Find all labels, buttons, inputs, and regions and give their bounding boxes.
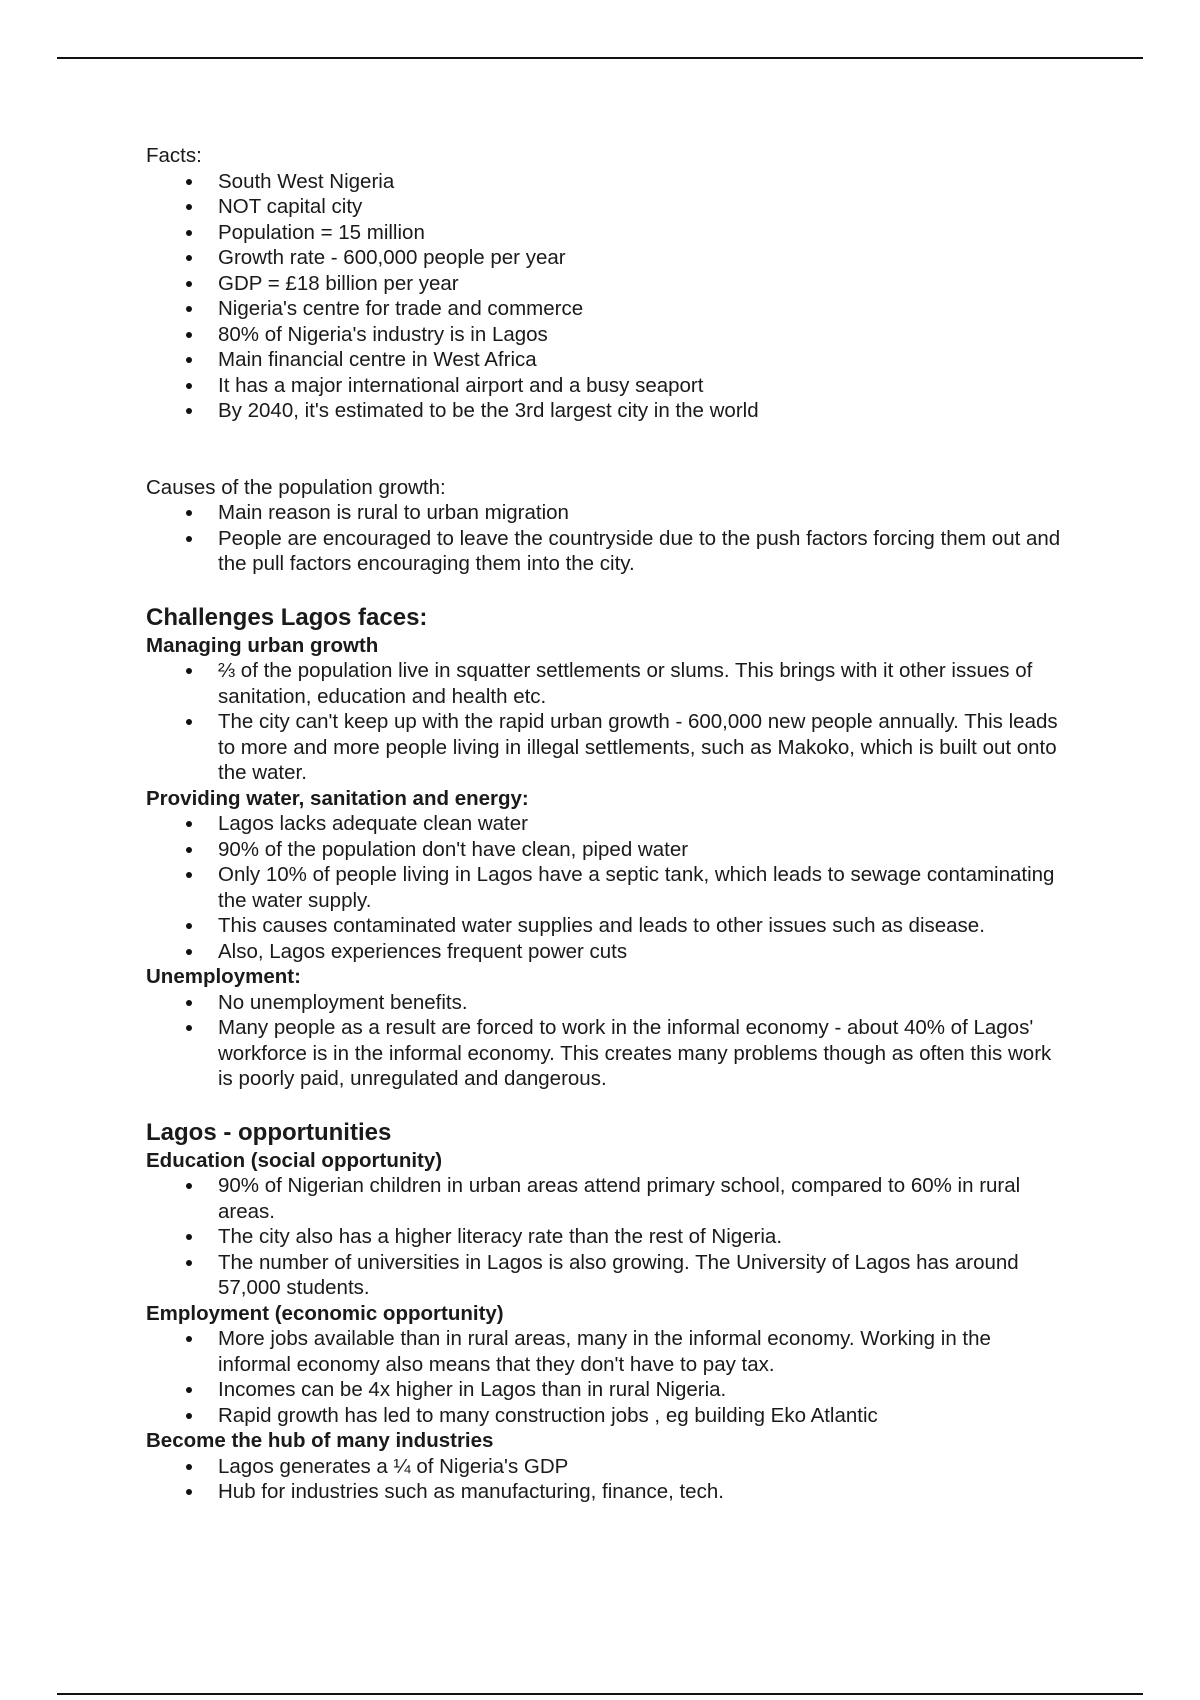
list-item: Only 10% of people living in Lagos have a septic tank, which leads to sewage contaminating the water supply. <box>146 862 1066 913</box>
list-item: Main reason is rural to urban migration <box>146 500 1066 526</box>
document-body <box>146 143 1066 1505</box>
list-item: 90% of Nigerian children in urban areas attend primary school, compared to 60% in rural areas. <box>146 1173 1066 1224</box>
header-rule <box>57 57 1143 59</box>
challenges-section-heading: Providing water, sanitation and energy: <box>146 786 529 810</box>
spacer <box>146 1092 1066 1118</box>
list-item: Population = 15 million <box>146 220 1066 246</box>
facts-list <box>146 169 1066 424</box>
list-item: Lagos lacks adequate clean water <box>146 811 1066 837</box>
list-item: Incomes can be 4x higher in Lagos than in rural Nigeria. <box>146 1377 1066 1403</box>
spacer <box>146 577 1066 603</box>
list-item: Growth rate - 600,000 people per year <box>146 245 1066 271</box>
list-item: South West Nigeria <box>146 169 1066 195</box>
list-item: More jobs available than in rural areas, many in the informal economy. Working in the informal economy also means that they don't have to pay tax. <box>146 1326 1066 1377</box>
list-item: Lagos generates a ¼ of Nigeria's GDP <box>146 1454 1066 1480</box>
challenges-title: Challenges Lagos faces: <box>146 603 428 631</box>
list-item: No unemployment benefits. <box>146 990 1066 1016</box>
challenges-section-heading: Managing urban growth <box>146 633 379 657</box>
spacer <box>146 424 1066 475</box>
causes-list <box>146 500 1066 577</box>
list-item: The city also has a higher literacy rate than the rest of Nigeria. <box>146 1224 1066 1250</box>
list-item: Nigeria's centre for trade and commerce <box>146 296 1066 322</box>
list-item: By 2040, it's estimated to be the 3rd largest city in the world <box>146 398 1066 424</box>
list-item: Main financial centre in West Africa <box>146 347 1066 373</box>
opportunities-section-list <box>146 1326 1066 1428</box>
list-item: NOT capital city <box>146 194 1066 220</box>
list-item: People are encouraged to leave the countryside due to the push factors forcing them out and the pull factors encouraging them into the city. <box>146 526 1066 577</box>
opportunities-section-heading: Education (social opportunity) <box>146 1148 443 1172</box>
opportunities-title: Lagos - opportunities <box>146 1118 392 1146</box>
challenges-section-list <box>146 990 1066 1092</box>
challenges-section-heading: Unemployment: <box>146 965 301 988</box>
opportunities-section-list <box>146 1173 1066 1301</box>
facts-label: Facts: <box>146 144 202 167</box>
list-item: GDP = £18 billion per year <box>146 271 1066 297</box>
list-item: The city can't keep up with the rapid urban growth - 600,000 new people annually. This leads to more and more people living in illegal settlements, such as Makoko, which is built out onto the water. <box>146 709 1066 786</box>
list-item: 80% of Nigeria's industry is in Lagos <box>146 322 1066 348</box>
list-item: The number of universities in Lagos is also growing. The University of Lagos has around 57,000 students. <box>146 1250 1066 1301</box>
opportunities-section-heading: Employment (economic opportunity) <box>146 1301 504 1325</box>
opportunities-section-list <box>146 1454 1066 1505</box>
list-item: Many people as a result are forced to work in the informal economy - about 40% of Lagos' workforce is in the informal economy. This creates many problems though as often this work is poorly paid, unregulated and dangerous. <box>146 1015 1066 1092</box>
causes-label: Causes of the population growth: <box>146 475 446 499</box>
challenges-section-list <box>146 811 1066 964</box>
list-item: ⅔ of the population live in squatter settlements or slums. This brings with it other issues of sanitation, education and health etc. <box>146 658 1066 709</box>
opportunities-section-heading: Become the hub of many industries <box>146 1429 494 1452</box>
list-item: It has a major international airport and a busy seaport <box>146 373 1066 399</box>
list-item: Hub for industries such as manufacturing, finance, tech. <box>146 1479 1066 1505</box>
list-item: 90% of the population don't have clean, piped water <box>146 837 1066 863</box>
challenges-section-list <box>146 658 1066 786</box>
list-item: Rapid growth has led to many construction jobs , eg building Eko Atlantic <box>146 1403 1066 1429</box>
list-item: Also, Lagos experiences frequent power cuts <box>146 939 1066 965</box>
list-item: This causes contaminated water supplies and leads to other issues such as disease. <box>146 913 1066 939</box>
footer-rule <box>57 1693 1143 1695</box>
